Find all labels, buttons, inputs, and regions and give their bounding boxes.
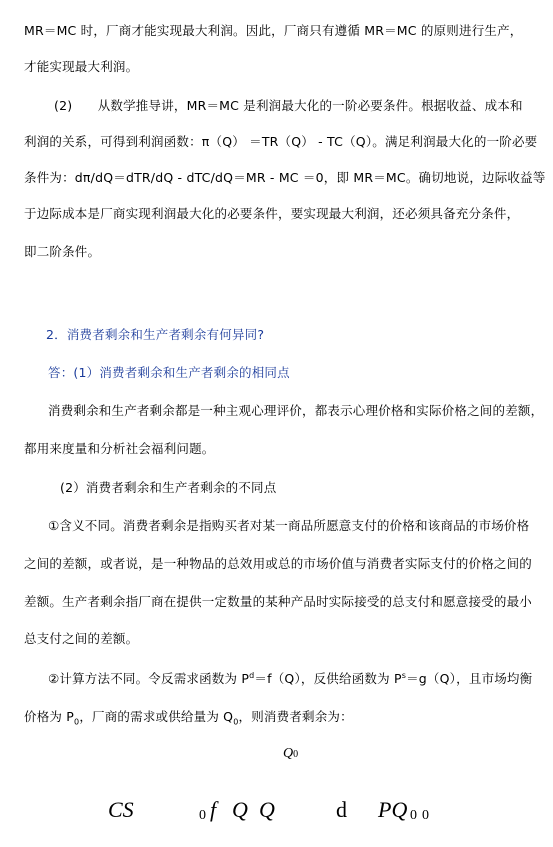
subheading: (2）消费者剩余和生产者剩余的不同点 xyxy=(60,480,277,495)
subscript: 0 xyxy=(74,717,80,727)
answer-heading: 答：(1）消费者剩余和生产者剩余的相同点 xyxy=(48,365,290,380)
text-line xyxy=(48,670,532,688)
formula-f: f xyxy=(210,797,217,822)
formula-q1: Q xyxy=(232,797,248,822)
formula-cs: CS xyxy=(108,797,134,822)
text-segment: ，则消费者剩余为： xyxy=(238,709,353,724)
text-segment: 价格为 P xyxy=(24,709,75,724)
question-heading: 2．消费者剩余和生产者剩余有何异同? xyxy=(46,327,265,342)
integral-upper-limit: Q0 xyxy=(283,746,299,761)
text-line: 都用来度量和分析社会福利问题。 xyxy=(24,441,215,456)
formula-sub0b: 0 xyxy=(422,808,429,823)
text-line: (2) 从数学推导讲，MR＝MC 是利润最大化的一阶必要条件。根据收益、成本和 xyxy=(54,98,523,113)
superscript: d xyxy=(249,670,255,680)
formula-d: d xyxy=(336,797,347,822)
text-line: 差额。生产者剩余指厂商在提供一定数量的某种产品时实际接受的总支付和愿意接受的最小 xyxy=(24,594,533,609)
text-line xyxy=(24,708,353,726)
text-line: 利润的关系，可得到利润函数：π（Q） ＝TR（Q） - TC（Q）。满足利润最大化的一阶必要 xyxy=(24,134,538,149)
text-segment: ＝g（Q），且市场均衡 xyxy=(406,671,533,686)
text-line: 消费剩余和生产者剩余都是一种主观心理评价，都表示心理价格和实际价格之间的差额， xyxy=(48,403,544,418)
text-line: 之间的差额，或者说，是一种物品的总效用或总的市场价值与消费者实际支付的价格之间的 xyxy=(24,556,533,571)
text-segment: ＝f（Q），反供给函数为 P xyxy=(254,671,402,686)
text-line: 才能实现最大利润。 xyxy=(24,59,139,74)
text-line: 即二阶条件。 xyxy=(24,244,101,259)
formula-q2: Q xyxy=(259,797,275,822)
text-line: 于边际成本是厂商实现利润最大化的必要条件，要实现最大利润，还必须具备充分条件， xyxy=(24,206,520,221)
text-line: 条件为：dπ/dQ＝dTR/dQ - dTC/dQ＝MR - MC ＝0，即 MR＝MC。确切地说，边际收益等 xyxy=(24,170,546,185)
text-line: ①含义不同。消费者剩余是指购买者对某一商品所愿意支付的价格和该商品的市场价格 xyxy=(48,518,530,533)
integral-lower-limit: 0 xyxy=(199,808,206,823)
formula-sub0a: 0 xyxy=(410,808,417,823)
subscript: 0 xyxy=(233,717,239,727)
text-segment: ，厂商的需求或供给量为 Q xyxy=(79,709,234,724)
text-line: 总支付之间的差额。 xyxy=(24,631,139,646)
formula-pq: PQ xyxy=(378,797,408,822)
text-segment: ②计算方法不同。令反需求函数为 P xyxy=(48,671,250,686)
superscript: s xyxy=(401,670,407,680)
text-line: MR＝MC 时，厂商才能实现最大利润。因此，厂商只有遵循 MR＝MC 的原则进行生产， xyxy=(24,23,523,38)
